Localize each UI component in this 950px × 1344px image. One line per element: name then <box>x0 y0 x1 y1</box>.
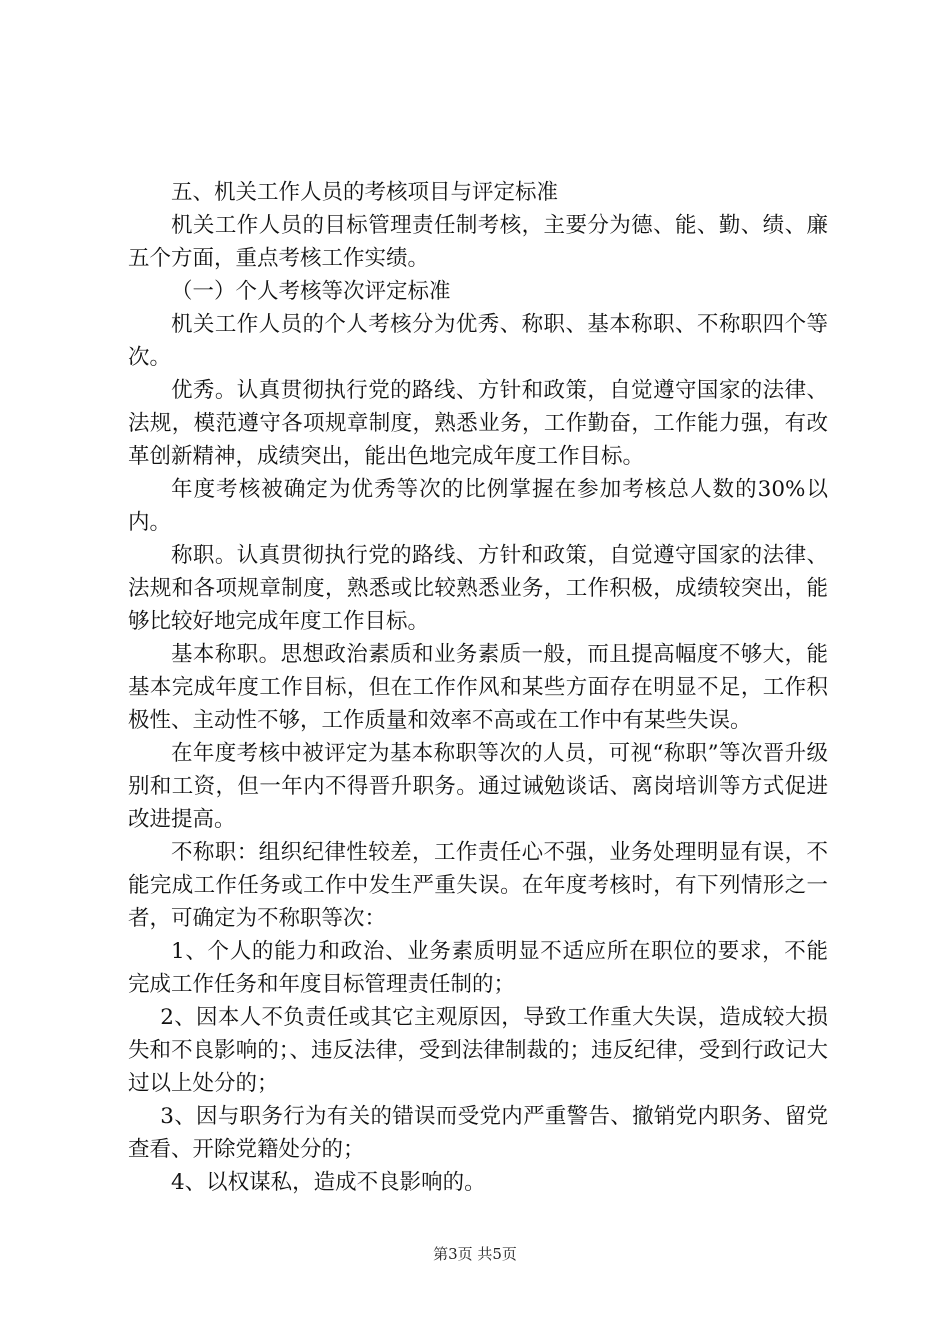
document-body <box>128 176 828 1199</box>
paragraph: 在年度考核中被评定为基本称职等次的人员，可视“称职”等次晋升级别和工资，但一年内不得晋升职务。通过诫勉谈话、离岗培训等方式促进改进提高。 <box>128 741 828 832</box>
list-item: 3、因与职务行为有关的错误而受党内严重警告、撤销党内职务、留党查看、开除党籍处分的； <box>128 1104 828 1162</box>
paragraph: 基本称职。思想政治素质和业务素质一般，而且提高幅度不够大，能基本完成年度工作目标，但在工作作风和某些方面存在明显不足，工作积极性、主动性不够，工作质量和效率不高或在工作中有某些失误。 <box>128 642 828 733</box>
paragraph: 优秀。认真贯彻执行党的路线、方针和政策，自觉遵守国家的法律、法规，模范遵守各项规章制度，熟悉业务，工作勤奋，工作能力强，有改革创新精神，成绩突出，能出色地完成年度工作目标。 <box>128 378 828 469</box>
section-heading: 五、机关工作人员的考核项目与评定标准 <box>171 180 559 205</box>
list-item: 2、因本人不负责任或其它主观原因，导致工作重大失误，造成较大损失和不良影响的；、违反法律，受到法律制裁的；违反纪律，受到行政记大过以上处分的； <box>128 1005 828 1096</box>
list-item: 1、个人的能力和政治、业务素质明显不适应所在职位的要求，不能完成工作任务和年度目标管理责任制的； <box>128 939 828 997</box>
list-item: 4、以权谋私，造成不良影响的。 <box>171 1170 486 1195</box>
paragraph: 机关工作人员的目标管理责任制考核，主要分为德、能、勤、绩、廉五个方面，重点考核工作实绩。 <box>128 213 828 271</box>
paragraph: 年度考核被确定为优秀等次的比例掌握在参加考核总人数的30%以内。 <box>128 477 828 535</box>
page-footer <box>0 1244 950 1264</box>
subsection-heading: （一）个人考核等次评定标准 <box>171 279 451 304</box>
page-number-label: 第3页 共5页 <box>433 1245 517 1263</box>
paragraph: 机关工作人员的个人考核分为优秀、称职、基本称职、不称职四个等次。 <box>128 312 828 370</box>
paragraph: 称职。认真贯彻执行党的路线、方针和政策，自觉遵守国家的法律、法规和各项规章制度，熟悉或比较熟悉业务，工作积极，成绩较突出，能够比较好地完成年度工作目标。 <box>128 543 828 634</box>
paragraph: 不称职：组织纪律性较差，工作责任心不强，业务处理明显有误，不能完成工作任务或工作中发生严重失误。在年度考核时，有下列情形之一者，可确定为不称职等次： <box>128 840 828 931</box>
